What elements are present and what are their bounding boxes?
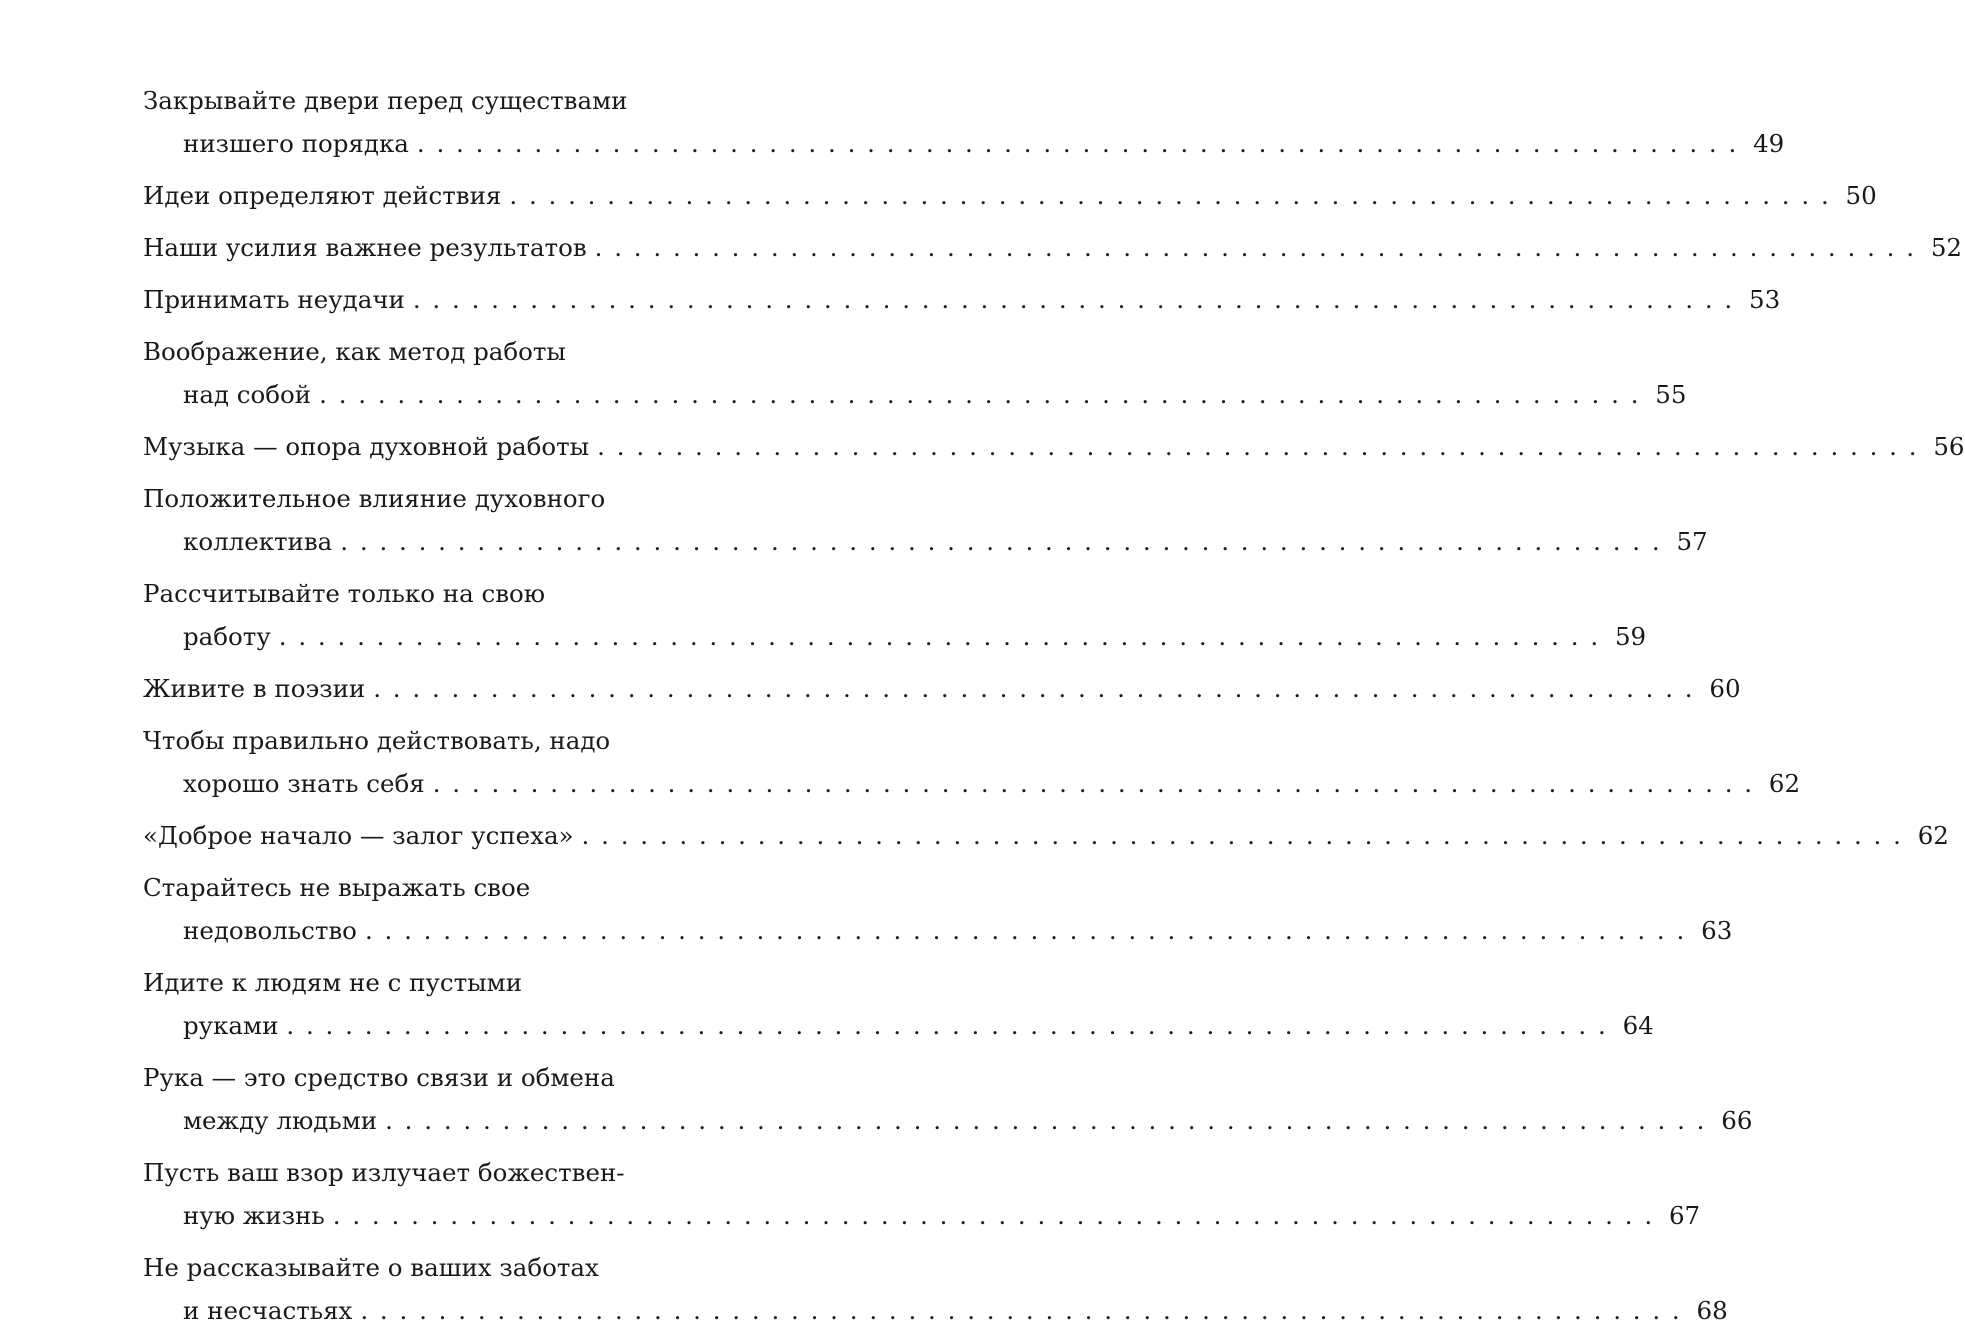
toc-page-number: 55 — [1655, 380, 1687, 409]
toc-entry — [143, 572, 1647, 658]
toc-entry-line — [143, 79, 768, 122]
toc-entry-last-line — [143, 373, 1687, 416]
toc-entry-last-line — [143, 615, 1647, 658]
toc-entry-last-line — [143, 667, 1741, 710]
toc-entry-line — [143, 866, 768, 909]
table-of-contents — [143, 79, 1965, 1341]
toc-page-number: 57 — [1676, 527, 1708, 556]
toc-entry — [143, 866, 1733, 952]
toc-entry-title: хорошо знать себя — [183, 769, 425, 798]
dot-leader — [597, 425, 1918, 468]
dot-leader — [286, 1004, 1607, 1047]
dot-leader — [433, 762, 1754, 805]
toc-entry — [143, 1056, 1753, 1142]
toc-entry-last-line — [143, 1289, 1728, 1332]
toc-page-number: 68 — [1696, 1296, 1728, 1325]
dot-leader — [413, 278, 1734, 321]
toc-entry-title: Рука — это средство связи и обмена — [143, 1063, 615, 1092]
ghost-line — [757, 78, 899, 112]
toc-entry-line — [143, 961, 768, 1004]
dot-leader — [595, 226, 1916, 269]
toc-entry-last-line — [143, 174, 1877, 217]
toc-page-number: 66 — [1721, 1106, 1753, 1135]
toc-entry-last-line — [143, 909, 1733, 952]
toc-entry-title: Положительное влияние духовного — [143, 484, 606, 513]
dot-leader — [509, 174, 1830, 217]
toc-page-number: 56 — [1933, 432, 1965, 461]
toc-entry-last-line — [143, 1004, 1654, 1047]
toc-entry-line — [143, 1246, 768, 1289]
toc-entry — [143, 961, 1654, 1047]
toc-entry-last-line — [143, 762, 1801, 805]
toc-entry — [143, 1151, 1701, 1237]
ghost-line — [757, 724, 899, 758]
dot-leader — [373, 667, 1694, 710]
toc-entry-title: над собой — [183, 380, 312, 409]
toc-entry-line — [143, 477, 768, 520]
toc-entry-title: Пусть ваш взор излучает божествен- — [143, 1158, 625, 1187]
toc-entry-title: Идите к людям не с пустыми — [143, 968, 523, 997]
toc-page-number: 49 — [1753, 129, 1785, 158]
toc-page-number: 67 — [1668, 1201, 1701, 1230]
dot-leader — [582, 814, 1903, 857]
dot-leader — [279, 615, 1600, 658]
toc-entry — [143, 79, 1785, 165]
dot-leader — [319, 373, 1640, 416]
toc-entry-title: Принимать неудачи — [143, 285, 405, 314]
toc-page-number: 59 — [1614, 622, 1647, 651]
toc-entry-title: руками — [183, 1011, 279, 1040]
toc-entry — [143, 425, 1965, 468]
toc-entry-title: и несчастьях — [183, 1296, 353, 1325]
toc-page-number: 60 — [1709, 674, 1741, 703]
toc-page-number: 50 — [1845, 181, 1877, 210]
toc-entry-line — [143, 1056, 768, 1099]
toc-entry-title: Чтобы правильно действовать, надо — [143, 726, 611, 755]
toc-entry-last-line — [143, 278, 1781, 321]
toc-entry — [143, 174, 1877, 217]
toc-entry-last-line — [143, 226, 1963, 269]
toc-entry-title: Идеи определяют действия — [143, 181, 502, 210]
toc-entry-title: Воображение, как метод работы — [143, 337, 566, 366]
toc-entry-title: работу — [183, 622, 271, 651]
toc-entry — [143, 1246, 1728, 1332]
toc-entry — [143, 719, 1801, 805]
dot-leader — [385, 1099, 1706, 1142]
dot-leader — [365, 909, 1686, 952]
dot-leader — [333, 1194, 1654, 1237]
toc-entry-title: ную жизнь — [183, 1201, 325, 1230]
toc-entry-title: недовольство — [183, 916, 357, 945]
toc-entry-title: коллектива — [183, 527, 333, 556]
toc-entry-title: Наши усилия важнее результатов — [143, 233, 587, 262]
toc-entry-last-line — [143, 122, 1785, 165]
toc-entry-line — [143, 572, 768, 615]
toc-entry-line — [143, 719, 768, 762]
toc-entry-line — [143, 1151, 768, 1194]
toc-entry-title: Старайтесь не выражать свое — [143, 873, 531, 902]
toc-entry — [143, 667, 1741, 710]
dot-leader — [340, 520, 1661, 563]
toc-entry-title: Живите в поэзии — [143, 674, 366, 703]
ghost-line — [757, 860, 899, 894]
toc-entry-title: «Доброе начало — залог успеха» — [143, 821, 574, 850]
toc-entry-title: Закрывайте двери перед существами — [143, 86, 628, 115]
toc-entry-title: низшего порядка — [183, 129, 409, 158]
toc-entry — [143, 278, 1781, 321]
dot-leader — [360, 1289, 1681, 1332]
toc-entry-last-line — [143, 1194, 1701, 1237]
toc-entry — [143, 226, 1963, 269]
ghost-line — [757, 486, 899, 520]
toc-entry — [143, 330, 1687, 416]
toc-page-number: 52 — [1930, 233, 1963, 262]
toc-page-number: 63 — [1701, 916, 1733, 945]
toc-page-number: 62 — [1768, 769, 1801, 798]
toc-entry-last-line — [143, 1099, 1753, 1142]
toc-entry-last-line — [143, 425, 1965, 468]
toc-entry-title: Не рассказывайте о ваших заботах — [143, 1253, 599, 1282]
toc-entry-line — [143, 330, 768, 373]
toc-entry-title: Музыка — опора духовной работы — [143, 432, 590, 461]
toc-entry-title: между людьми — [183, 1106, 378, 1135]
dot-leader — [417, 122, 1738, 165]
ghost-line — [757, 1064, 899, 1098]
ghost-line — [757, 316, 899, 350]
toc-page-number: 64 — [1622, 1011, 1654, 1040]
toc-entry — [143, 477, 1708, 563]
toc-page-number: 53 — [1749, 285, 1781, 314]
toc-entry-title: Рассчитывайте только на свою — [143, 579, 546, 608]
toc-entry-last-line — [143, 520, 1708, 563]
toc-entry — [143, 814, 1949, 857]
toc-page-number: 62 — [1917, 821, 1949, 850]
toc-entry-last-line — [143, 814, 1949, 857]
ghost-line — [757, 962, 899, 996]
